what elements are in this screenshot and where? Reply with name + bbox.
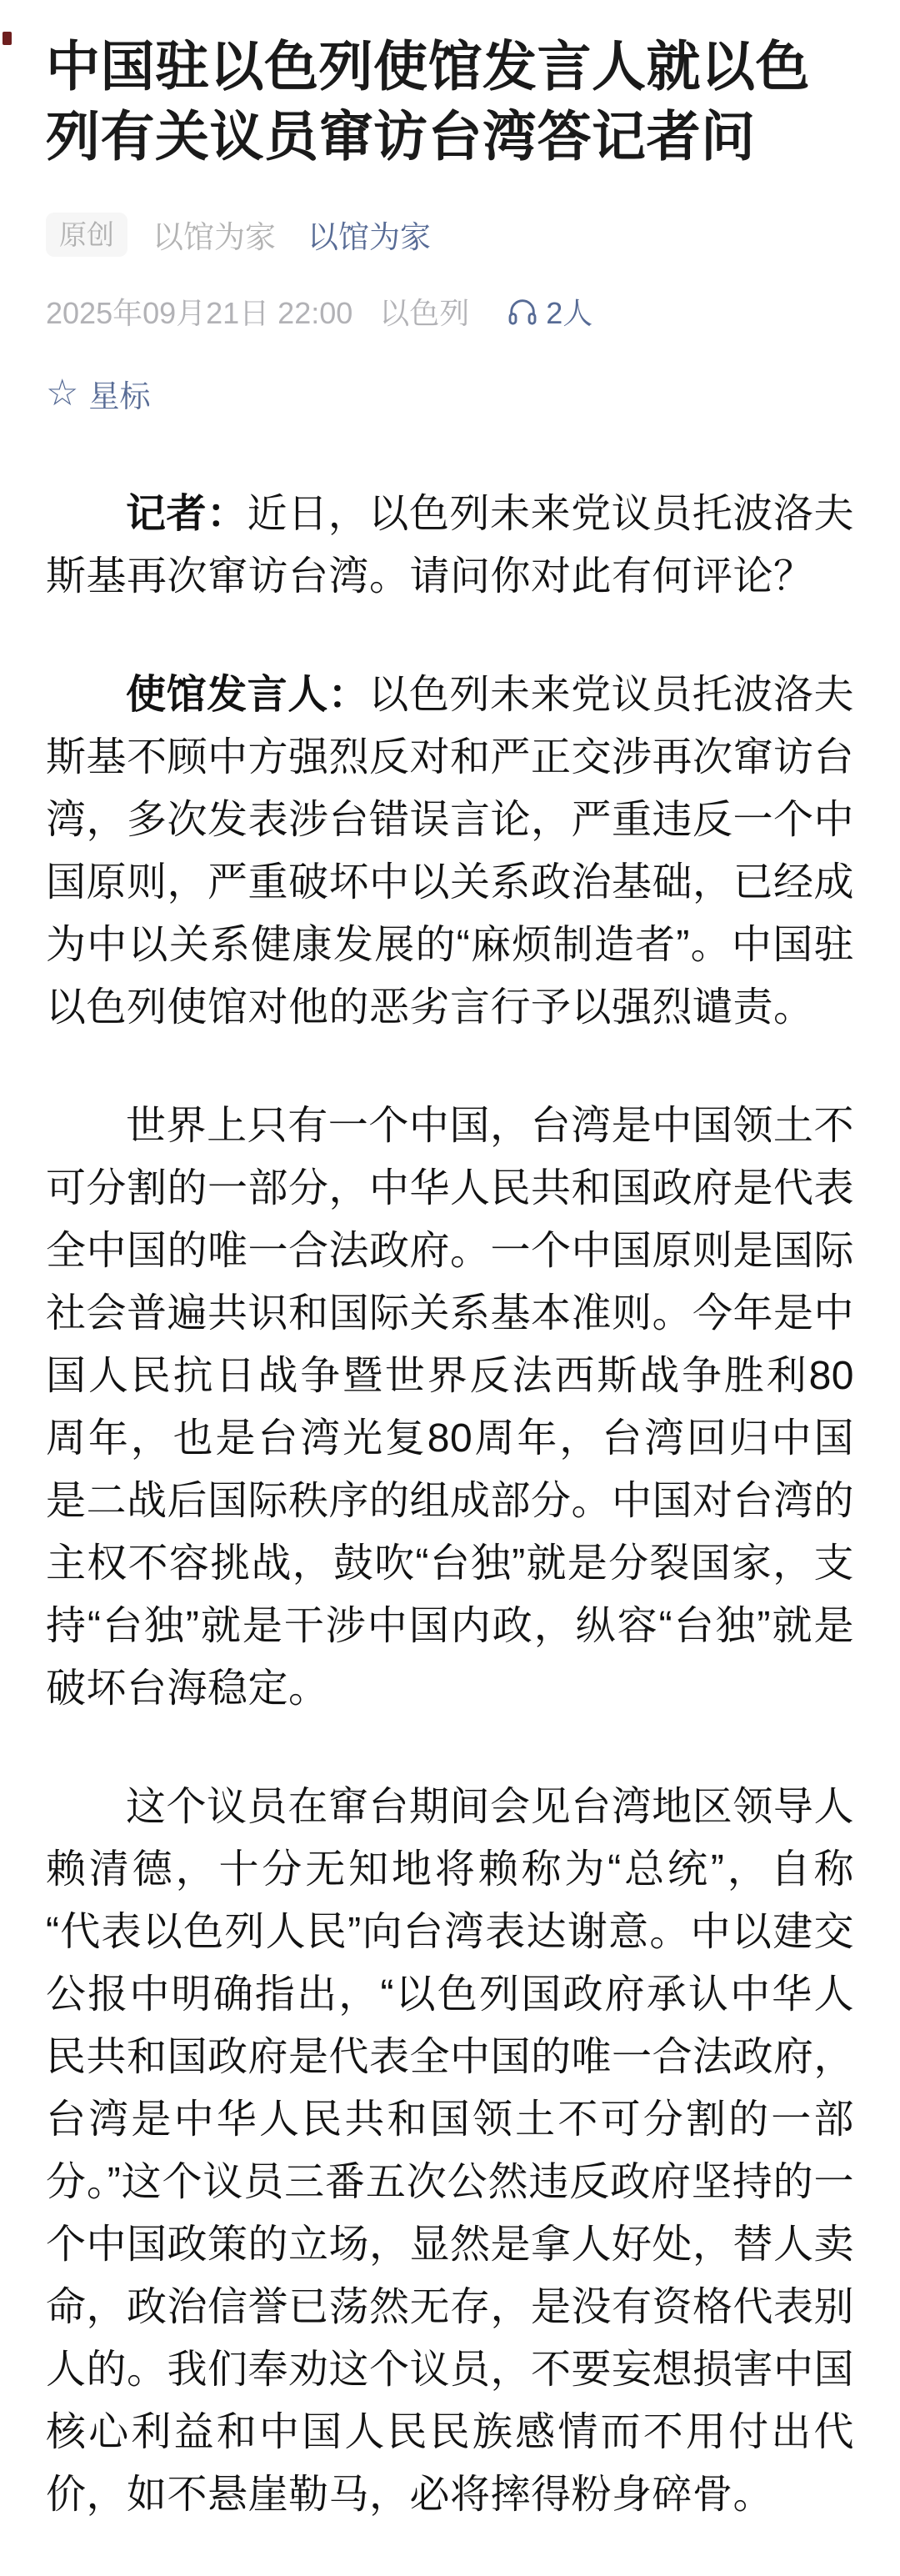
publish-datetime: 2025年09月21日 22:00 bbox=[46, 296, 353, 330]
article-meta-row bbox=[46, 212, 854, 257]
speaker-label: 记者： bbox=[126, 492, 248, 536]
paragraph-reporter-question bbox=[46, 483, 854, 608]
star-label: 星标 bbox=[88, 379, 151, 413]
article-publish-row bbox=[46, 290, 854, 333]
article-title: 中国驻以色列使馆发言人就以色列有关议员窜访台湾答记者问 bbox=[46, 36, 811, 167]
speaker-label: 使馆发言人： bbox=[126, 673, 369, 717]
account-link[interactable]: 以馆为家 bbox=[308, 220, 431, 254]
listen-count-label: 2人 bbox=[546, 296, 593, 330]
paragraph-warning bbox=[46, 1776, 854, 2526]
paragraph-spokesperson-answer bbox=[46, 664, 854, 1039]
paragraph-text: 世界上只有一个中国，台湾是中国领土不可分割的一部分，中华人民共和国政府是代表全中国的唯一合法政府。一个中国原则是国际社会普遍共识和国际关系基本准则。今年是中国人民抗日战争暨世界反法西斯战争胜利80周年，也是台湾光复80周年，台湾回归中国是二战后国际秩序的组成部分。中国对台湾的主权不容挑战，鼓吹“台独”就是分裂国家，支持“台独”就是干涉中国内政，纵容“台独”就是破坏台海稳定。 bbox=[46, 1104, 855, 1711]
headphones-icon bbox=[506, 295, 539, 328]
paragraph-one-china-principle bbox=[46, 1095, 854, 1720]
paragraph-text: 以色列未来党议员托波洛夫斯基不顾中方强烈反对和严正交涉再次窜访台湾，多次发表涉台错误言论，严重违反一个中国原则，严重破坏中以关系政治基础，已经成为中以关系健康发展的“麻烦制造者”。中国驻以色列使馆对他的恶劣言行予以强烈谴责。 bbox=[46, 673, 855, 1030]
article-body bbox=[46, 483, 854, 2576]
paragraph-text: 近日，以色列未来党议员托波洛夫斯基再次窜访台湾。请问你对此有何评论？ bbox=[46, 492, 854, 599]
author-name: 以馆为家 bbox=[152, 220, 276, 254]
article-page bbox=[0, 32, 900, 2576]
listen-count-button[interactable] bbox=[506, 290, 592, 333]
star-button[interactable] bbox=[46, 371, 854, 416]
paragraph-text: 这个议员在窜台期间会见台湾地区领导人赖清德，十分无知地将赖称为“总统”，自称“代表以色列人民”向台湾表达谢意。中以建交公报中明确指出，“以色列国政府承认中华人民共和国政府是代表全中国的唯一合法政府，台湾是中华人民共和国领土不可分割的一部分。”这个议员三番五次公然违反政府坚持的一个中国政策的立场，显然是拿人好处，替人卖命，政治信誉已荡然无存，是没有资格代表别人的。我们奉劝这个议员，不要妄想损害中国核心利益和中国人民民族感情而不用付出代价，如不悬崖勒马，必将摔得粉身碎骨。 bbox=[46, 1785, 855, 2517]
screen-corner-artifact bbox=[2, 32, 12, 45]
publish-location: 以色列 bbox=[379, 296, 470, 330]
original-badge: 原创 bbox=[46, 213, 128, 257]
star-outline-icon: ☆ bbox=[46, 373, 79, 413]
